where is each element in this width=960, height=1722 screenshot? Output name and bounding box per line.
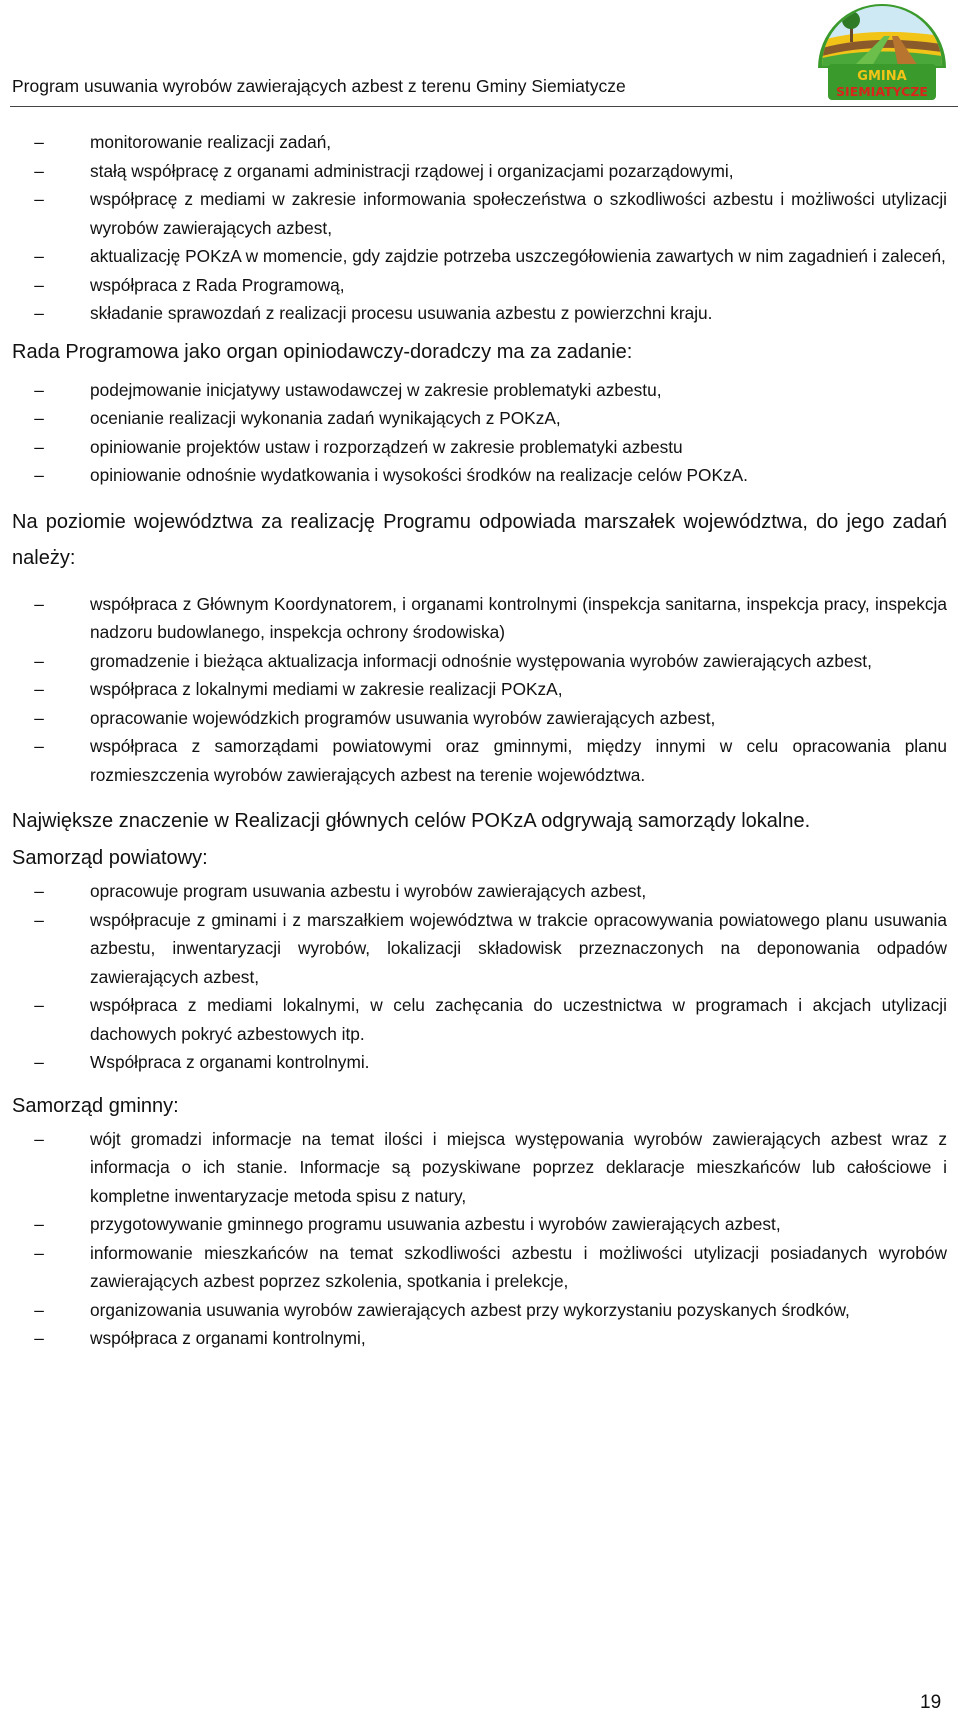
dash-bullet: – xyxy=(34,593,44,614)
dash-bullet: – xyxy=(34,408,44,428)
logo-line-gmina: GMINA xyxy=(857,69,907,84)
dash-bullet: – xyxy=(34,1299,44,1320)
voivodeship-tasks-list xyxy=(12,590,947,790)
list-item: – współpracuje z gminami i z marszałkiem województwa w trakcie opracowywania powiatowego planu usuwania azbestu, inwentaryzacji wyrobów, lokalizacji składowisk przeznaczonych na deponowania odpadów zawierających azbest, xyxy=(12,906,947,992)
dash-bullet: – xyxy=(34,160,44,181)
list-item: – opiniowanie projektów ustaw i rozporządzeń w zakresie problematyki azbestu xyxy=(12,433,947,462)
dash-bullet: – xyxy=(34,246,44,266)
list-item: – organizowania usuwania wyrobów zawierających azbest przy wykorzystaniu pozyskanych środków, xyxy=(12,1296,947,1325)
council-tasks-list xyxy=(12,376,947,490)
dash-bullet: – xyxy=(34,1052,44,1072)
coordinator-tasks-list xyxy=(12,128,947,328)
page-number: 19 xyxy=(920,1692,942,1713)
heading-samorzad-powiatowy: Samorząd powiatowy: xyxy=(12,847,208,869)
dash-bullet: – xyxy=(34,736,44,756)
heading-samorzad-gminny: Samorząd gminny: xyxy=(12,1094,179,1117)
dash-bullet: – xyxy=(34,679,44,699)
list-item: – opracowuje program usuwania azbestu i wyrobów zawierających azbest, xyxy=(12,877,947,906)
list-item: – informowanie mieszkańców na temat szkodliwości azbestu i możliwości utylizacji posiadanych wyrobów zawierających azbest poprzez szkolenia, spotkania i prelekcje, xyxy=(12,1239,947,1296)
list-item: – współpraca z samorządami powiatowymi oraz gminnymi, między innymi w celu opracowania planu rozmieszczenia wyrobów zawierających azbest na terenie województwa. xyxy=(12,732,947,789)
list-item: – współpraca z mediami lokalnymi, w celu zachęcania do uczestnictwa w programach i akcjach utylizacji dachowych pokryć azbestowych itp. xyxy=(12,991,947,1048)
list-item: – stałą współpracę z organami administracji rządowej i organizacjami pozarządowymi, xyxy=(12,157,947,186)
header-divider xyxy=(10,106,958,107)
dash-bullet: – xyxy=(34,1128,44,1149)
list-item: – gromadzenie i bieżąca aktualizacja informacji odnośnie występowania wyrobów zawierających azbest, xyxy=(12,647,947,676)
dash-bullet: – xyxy=(34,1328,44,1348)
dash-bullet: – xyxy=(34,1242,44,1263)
dash-bullet: – xyxy=(34,995,44,1015)
document-body xyxy=(12,128,947,1353)
list-item: – podejmowanie inicjatywy ustawodawczej w zakresie problematyki azbestu, xyxy=(12,376,947,405)
paragraph-rada-programowa: Rada Programowa jako organ opiniodawczy-doradczy ma za zadanie: xyxy=(12,340,633,363)
list-item: – współpracę z mediami w zakresie informowania społeczeństwa o szkodliwości azbestu i możliwości utylizacji wyrobów zawierających azbest, xyxy=(12,185,947,242)
list-item: – monitorowanie realizacji zadań, xyxy=(12,128,947,157)
dash-bullet: – xyxy=(34,189,44,209)
dash-bullet: – xyxy=(34,650,44,671)
dash-bullet: – xyxy=(34,465,44,485)
list-item: – przygotowywanie gminnego programu usuwania azbestu i wyrobów zawierających azbest, xyxy=(12,1210,947,1239)
dash-bullet: – xyxy=(34,132,44,152)
list-item: – współpraca z organami kontrolnymi, xyxy=(12,1324,947,1353)
list-item: – opiniowanie odnośnie wydatkowania i wysokości środków na realizacje celów POKzA. xyxy=(12,461,947,490)
dash-bullet: – xyxy=(34,436,44,457)
list-item: – aktualizację POKzA w momencie, gdy zajdzie potrzeba uszczegółowienia zawartych w nim zagadnień i zaleceń, xyxy=(12,242,947,271)
dash-bullet: – xyxy=(34,1214,44,1234)
dash-bullet: – xyxy=(34,881,44,901)
list-item: – ocenianie realizacji wykonania zadań wynikających z POKzA, xyxy=(12,404,947,433)
header-title: Program usuwania wyrobów zawierających azbest z terenu Gminy Siemiatycze xyxy=(12,76,626,96)
list-item: – współpraca z lokalnymi mediami w zakresie realizacji POKzA, xyxy=(12,675,947,704)
dash-bullet: – xyxy=(34,379,44,400)
paragraph-wojewodztwo: Na poziomie województwa za realizację Programu odpowiada marszałek województwa, do jego zadań należy: xyxy=(12,510,947,569)
dash-bullet: – xyxy=(34,707,44,728)
gmina-siemiatycze-logo xyxy=(814,0,950,102)
list-item: – wójt gromadzi informacje na temat ilości i miejsca występowania wyrobów zawierających azbest wraz z informacja o ich stanie. Informacje są pozyskiwane poprzez deklaracje mieszkańców lub całościowe i kompletne inwentaryzacje metoda spisu z natury, xyxy=(12,1125,947,1211)
list-item: – Współpraca z organami kontrolnymi. xyxy=(12,1048,947,1077)
paragraph-samorzady: Największe znaczenie w Realizacji głównych celów POKzA odgrywają samorządy lokalne. xyxy=(12,810,811,832)
list-item: – opracowanie wojewódzkich programów usuwania wyrobów zawierających azbest, xyxy=(12,704,947,733)
dash-bullet: – xyxy=(34,909,44,930)
list-item: – składanie sprawozdań z realizacji procesu usuwania azbestu z powierzchni kraju. xyxy=(12,299,947,328)
list-item: – współpraca z Rada Programową, xyxy=(12,271,947,300)
municipality-tasks-list xyxy=(12,1125,947,1353)
logo-line-siemiatycze: SIEMIATYCZE xyxy=(836,84,928,99)
dash-bullet: – xyxy=(34,274,44,295)
list-item: – współpraca z Głównym Koordynatorem, i organami kontrolnymi (inspekcja sanitarna, inspekcja pracy, inspekcja nadzoru budowlanego, inspekcja ochrony środowiska) xyxy=(12,590,947,647)
dash-bullet: – xyxy=(34,303,44,323)
county-tasks-list xyxy=(12,877,947,1077)
